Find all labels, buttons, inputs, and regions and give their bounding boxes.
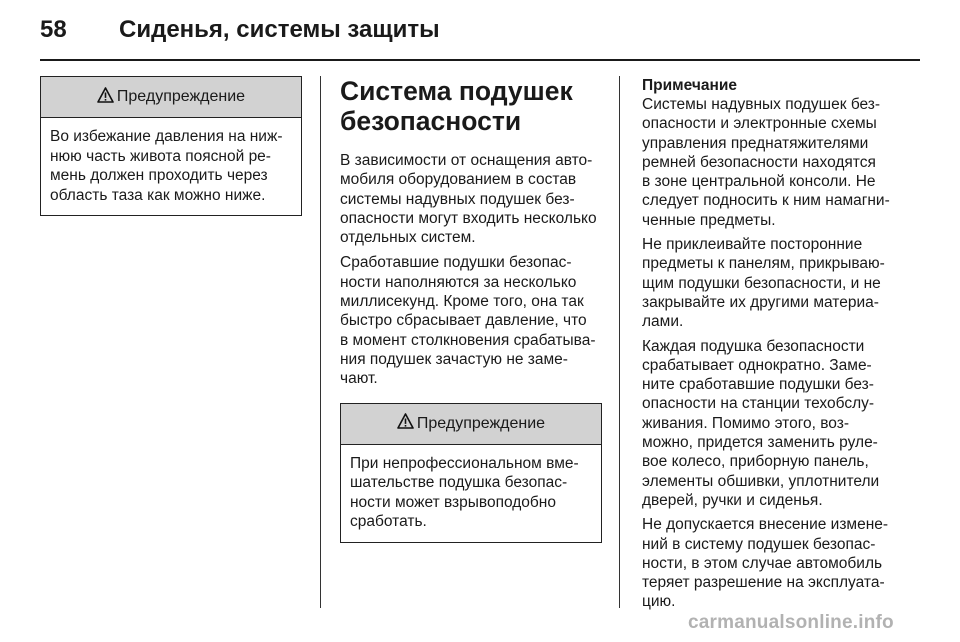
column-divider-1 [320, 76, 321, 608]
text-line: живания. Помимо этого, воз- [642, 414, 850, 432]
text-line: область таза как можно ниже. [50, 186, 266, 204]
warning-title: Предупреждение [416, 414, 546, 432]
note-paragraph-3 [642, 337, 910, 511]
text-line: мень должен проходить через [50, 167, 268, 184]
header-rule [40, 59, 920, 61]
text-line: щим подушки безопасности, и не [642, 274, 881, 292]
warning-header [341, 404, 601, 445]
text-line: мобиля оборудованием в состав [340, 171, 577, 189]
page-header [40, 12, 920, 52]
text-line: ченные предметы. [642, 211, 776, 229]
text-line: При непрофессиональном вме- [350, 454, 579, 472]
text-line: ности, в этом случае автомобиль [642, 554, 883, 572]
warning-box-belt [40, 76, 302, 216]
text-line: нюю часть живота поясной ре- [50, 147, 271, 165]
text-line: закрывайте их другими материа- [642, 293, 879, 311]
text-line: срабатывает однократно. Заме- [642, 356, 872, 374]
text-line: элементы обшивки, уплотнители [642, 472, 880, 490]
note-paragraph-1 [642, 95, 910, 230]
text-line: Системы надувных подушек без- [642, 96, 881, 113]
text-line: лами. [642, 313, 684, 331]
text-line: в момент столкновения срабатыва- [340, 331, 596, 349]
watermark: carmanualsonline.info [688, 612, 894, 633]
warning-box-airbag [340, 403, 602, 543]
text-line: цию. [642, 593, 676, 611]
text-line: в зоне центральной консоли. Не [642, 173, 876, 191]
text-line: предметы к панелям, прикрываю- [642, 255, 885, 273]
text-line: теряет разрешение на эксплуата- [642, 574, 885, 592]
column-2 [340, 76, 602, 543]
text-line: опасности могут входить несколько [340, 209, 597, 227]
page-number: 58 [40, 16, 67, 43]
warning-title: Предупреждение [116, 88, 246, 105]
text-line: опасности на станции техобслу- [642, 395, 875, 413]
text-line: отдельных систем. [340, 229, 476, 247]
text-line: ний в систему подушек безопас- [642, 535, 876, 553]
note-label: Примечание [642, 77, 737, 94]
warning-text [41, 118, 301, 215]
text-line: ния подушек зачастую не заме- [340, 350, 568, 368]
text-line: управления преднатяжителями [642, 134, 869, 152]
chapter-title: Сиденья, системы защиты [119, 16, 440, 43]
text-line: Сработавшие подушки безопас- [340, 254, 572, 272]
text-line: ремней безопасности находятся [642, 153, 876, 171]
section-paragraph-1 [340, 151, 602, 247]
text-line: можно, придется заменить руле- [642, 434, 878, 452]
title-line: Система подушек [340, 76, 573, 106]
text-line: шательстве подушка безопас- [350, 474, 568, 492]
title-line: безопасности [340, 106, 522, 136]
text-line: Каждая подушка безопасности [642, 337, 865, 355]
text-line: вое колесо, приборную панель, [642, 453, 869, 471]
text-line: миллисекунд. Кроме того, она так [340, 293, 584, 311]
text-line: Не допускается внесение измене- [642, 516, 889, 534]
column-divider-2 [619, 76, 620, 608]
text-line: быстро сбрасывает давление, что [340, 312, 587, 330]
text-line: В зависимости от оснащения авто- [340, 152, 593, 169]
text-line: ности может взрывоподобно [350, 493, 556, 511]
section-title [340, 76, 602, 136]
text-line: сработать. [350, 513, 427, 531]
text-line: следует подносить к ним намагни- [642, 192, 890, 210]
warning-triangle-icon [397, 413, 414, 434]
warning-triangle-icon [97, 87, 114, 108]
column-1 [40, 76, 302, 216]
section-paragraph-2 [340, 253, 602, 388]
text-line: дверей, ручки и сиденья. [642, 491, 823, 509]
text-line: системы надувных подушек без- [340, 190, 575, 208]
text-line: ности наполняются за несколько [340, 273, 577, 291]
warning-header [41, 77, 301, 118]
note-paragraph-4 [642, 515, 910, 611]
note-paragraph-2 [642, 235, 910, 331]
text-line: Не приклеивайте посторонние [642, 236, 863, 254]
text-line: чают. [340, 370, 378, 388]
text-line: ните сработавшие подушки без- [642, 376, 874, 394]
text-line: Во избежание давления на ниж- [50, 128, 283, 145]
warning-text [341, 445, 601, 542]
text-line: опасности и электронные схемы [642, 115, 877, 133]
column-3 [642, 76, 910, 617]
